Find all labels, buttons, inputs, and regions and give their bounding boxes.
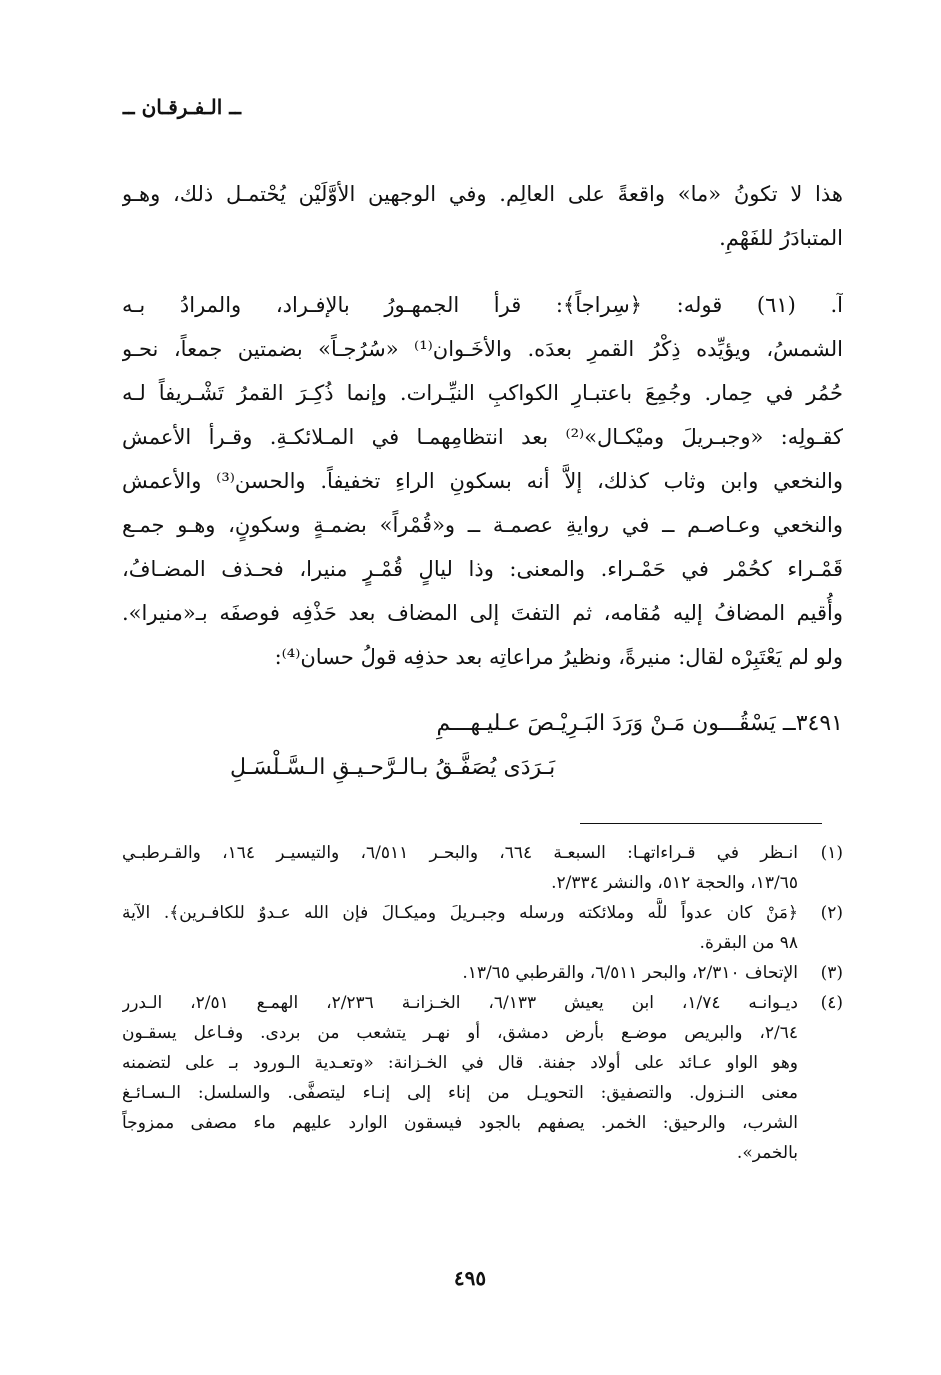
verse-hemistich-1-text: يَسْقُـــون مَـنْ وَرَدَ البَـرِيْـصَ عـليـهـــمِ <box>436 711 776 736</box>
text-line: ولو لم يَعْتَبِرْه لقال: منيرةً، ونظيرُ مراعاتِه بعد حذفِه قولُ حسان⁽⁴⁾: <box>274 645 843 669</box>
page-number: ٤٩٥ <box>453 1266 487 1290</box>
footnote-number: (٢) <box>820 903 843 923</box>
footnote-line: ٩٨ من البقرة. <box>699 933 798 953</box>
footnote-number: (٤) <box>820 993 843 1013</box>
text-line: والنخعي وعـاصـم ــ في روايةِ عصمـة ــ و«قُمْراً» بضمـةٍ وسكونٍ، وهـو جمـع <box>122 513 843 537</box>
text-line: هذا لا تكونُ «ما» واقعةً على العالِم. وفي الوجهين الأوَّلَيْن يُحْتمـل ذلك، وهـو <box>122 182 843 206</box>
paragraph-1 <box>122 172 843 260</box>
footnote-2 <box>122 898 843 958</box>
poetry-verse <box>230 702 843 790</box>
footnote-number: (٣) <box>820 963 843 983</box>
text-line: وأُقيم المضافُ إليه مُقامه، ثم التفتَ إلى المضاف بعد حَذْفِه فوصفَه بـ«منيرا». <box>122 601 843 625</box>
verse-second-hemistich: بَـرَدَى يُصَفَّـقُ بـالـرَّحـيـقِ الـسَّـلْسَـلِ <box>230 755 556 780</box>
footnote-line: ١٣/٦٥، والحجة ٥١٢، والنشر ٢/٣٣٤. <box>551 873 798 893</box>
footnote-1 <box>122 838 843 898</box>
verse-first-hemistich <box>230 702 843 746</box>
footnote-number: (١) <box>820 843 843 863</box>
paragraph-2 <box>122 283 843 679</box>
footnote-separator <box>580 823 822 824</box>
footnote-line: ﴿مَنْ كان عدواً للَّه وملائكته ورسله وجبـريلَ وميكـالَ فإن الله عـدوٌ للكافـرين﴾. الآية <box>122 903 798 923</box>
footnote-line: معنى النـزول. والتصفيق: التحويـل من إناء إلى إنـاء ليتصفَّى. والسلسل: الـسـائـغ <box>122 1083 798 1103</box>
footnote-line: ٢/٦٤، والبريص موضـع بأرض دمشق، أو نهـر يتشعب من بردى. وفـاعل يسقـون <box>122 1023 798 1043</box>
footnote-line: وهو الواو عـائد على أولاد جفنة. قال في الخـزانة: «وتعـدية الـورود بـ على لتضمنه <box>122 1053 798 1073</box>
footnote-4 <box>122 988 843 1168</box>
text-line: آ. (٦١) قوله: ﴿سِراجاً﴾: قرأ الجمهـورُ بالإفـراد، والمرادُ بـه <box>122 293 843 317</box>
footnote-line: الشرب، والرحيق: الخمر. يصفهم بالجود فيسقون الوارد عليهم ماء مصفى ممزوجاً <box>122 1113 798 1133</box>
text-line: كقـولِه: «وجبـريلَ وميْكـال»⁽²⁾ بعد انتظامِهمـا في المـلائكـةِ. وقـرأ الأعمش <box>122 425 843 449</box>
verse-number: ٣٤٩١ــ <box>782 711 843 736</box>
footnote-line: بالخمر». <box>736 1143 798 1163</box>
text-line: قَمْـراء كحُمْر في حَمْـراء. والمعنى: وذا ليالٍ قُمْـرٍ منيرا، فحـذف المضـافُ، <box>122 557 843 581</box>
text-line: والنخعي وابن وثاب كذلك، إلاَّ أنه بسكونِ الراءِ تخفيفاً. والحسن⁽³⁾ والأعمش <box>122 469 843 493</box>
running-head: ــ الـفـرقـان ــ <box>122 95 241 119</box>
footnote-line: انـظر في قـراءاتهـا: السبعـة ٦٦٤، والبحـر ٦/٥١١، والتيسيـر ١٦٤، والقـرطبـي <box>122 843 798 863</box>
text-line: المتبادَرُ للفَهْمِ. <box>719 226 843 250</box>
footnote-3 <box>122 958 843 988</box>
footnote-line: ديـوانـه ١/٧٤، ابن يعيش ٦/١٣٣، الخـزانـة ٢/٢٣٦، الهمـع ٢/٥١، الـدرر <box>122 993 798 1013</box>
text-line: الشمسُ، ويؤيِّده ذِكْرُ القمرِ بعدَه. والأخَـوان⁽¹⁾ «سُرُجـاً» بضمتين جمعاً، نحـو <box>122 337 843 361</box>
footnote-line: الإتحاف ٢/٣١٠، والبحر ٦/٥١١، والقرطبي ١٣/٦٥. <box>462 963 798 983</box>
footnotes <box>122 838 843 1168</box>
text-line: حُمُر في حِمار. وجُمِعَ باعتبـارِ الكواكبِ النيِّـرات. وإنما ذُكِـرَ القمرُ تَشْـريفاً لـه <box>122 381 843 405</box>
